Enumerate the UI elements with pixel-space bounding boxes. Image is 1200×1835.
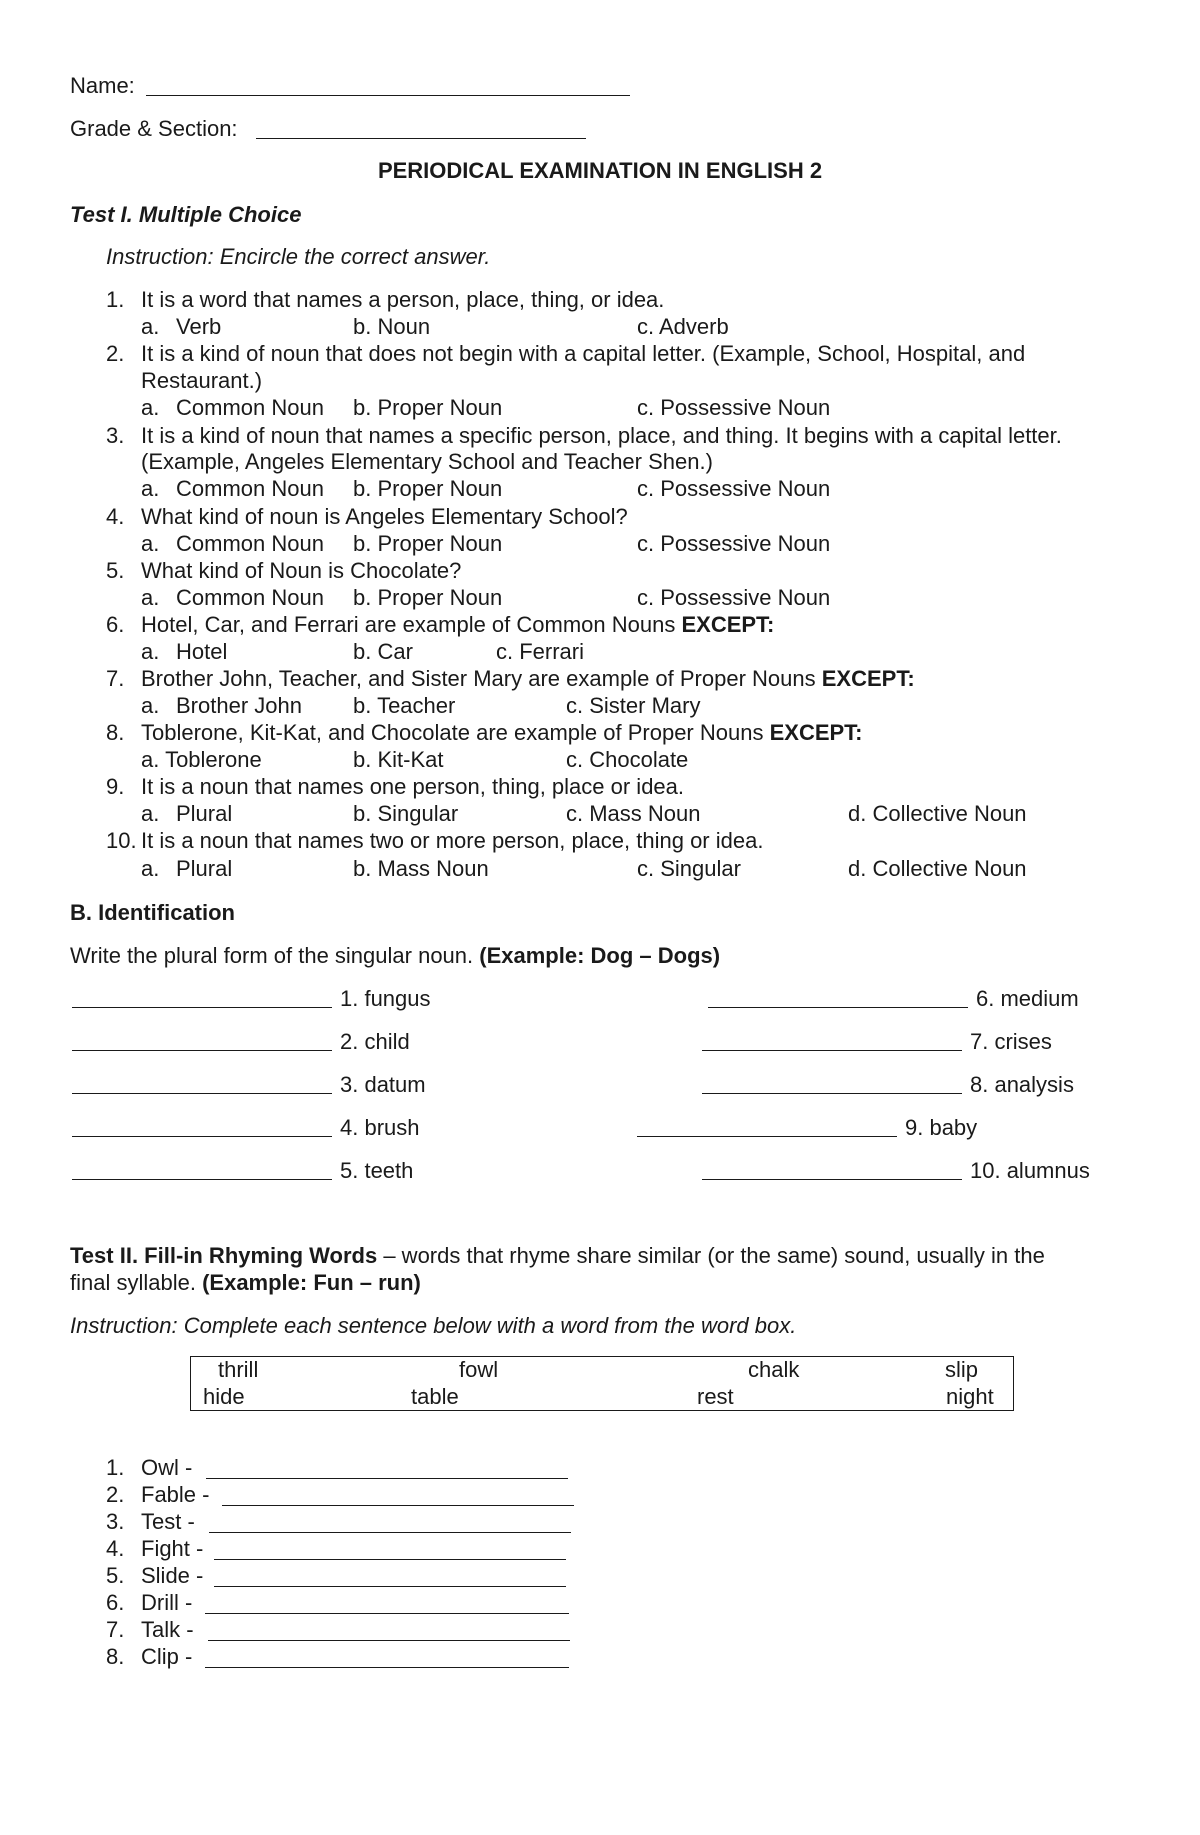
question-text: It is a noun that names two or more person, place, thing or idea.: [141, 828, 764, 853]
choice-a[interactable]: Common Noun: [176, 585, 324, 610]
rhyme-answer-blank[interactable]: [206, 1458, 568, 1479]
identification-item: 1. fungus: [340, 986, 431, 1011]
question-number: 3.: [106, 423, 125, 448]
rhyme-word: Talk -: [141, 1617, 194, 1642]
question-text: It is a word that names a person, place, thing, or idea.: [141, 287, 665, 312]
question-number: 2.: [106, 341, 125, 366]
name-blank[interactable]: [146, 75, 630, 96]
choice-letter: a.: [141, 314, 160, 339]
question-text-continued: Restaurant.): [141, 368, 263, 393]
rhyme-number: 7.: [106, 1617, 125, 1642]
rhyme-word: Test -: [141, 1509, 195, 1534]
word-box-word: night: [946, 1384, 994, 1409]
word-box-word: thrill: [218, 1357, 259, 1382]
rhyme-answer-blank[interactable]: [208, 1620, 570, 1641]
word-box-word: table: [411, 1384, 459, 1409]
rhyme-answer-blank[interactable]: [205, 1593, 569, 1614]
identification-item: 5. teeth: [340, 1158, 414, 1183]
choice-letter: a.: [141, 693, 160, 718]
answer-blank[interactable]: [72, 1073, 332, 1094]
choice-c[interactable]: c. Ferrari: [496, 639, 584, 664]
rhyme-number: 2.: [106, 1482, 125, 1507]
rhyme-answer-blank[interactable]: [209, 1512, 571, 1533]
identification-item: 6. medium: [976, 986, 1079, 1011]
answer-blank[interactable]: [702, 1030, 962, 1051]
choice-c[interactable]: c. Possessive Noun: [637, 531, 831, 556]
grade-section-label: Grade & Section:: [70, 116, 238, 141]
rhyme-number: 6.: [106, 1590, 125, 1615]
question-text: It is a kind of noun that does not begin with a capital letter. (Example, School, Hospital, and: [141, 341, 1026, 366]
rhyme-answer-blank[interactable]: [214, 1539, 566, 1560]
question-number: 10.: [106, 828, 137, 853]
identification-item: 8. analysis: [970, 1072, 1074, 1097]
choice-b[interactable]: b. Car: [353, 639, 413, 664]
test2-heading: Test II. Fill-in Rhyming Words: [70, 1243, 378, 1268]
test2-heading-line: [70, 1243, 1045, 1269]
identification-item: 9. baby: [905, 1115, 978, 1140]
choice-b[interactable]: b. Proper Noun: [353, 395, 503, 420]
question-text-body: Toblerone, Kit-Kat, and Chocolate are example of Proper Nouns: [141, 720, 764, 745]
answer-blank[interactable]: [702, 1159, 962, 1180]
word-box-word: slip: [945, 1357, 979, 1382]
word-box-word: hide: [203, 1384, 245, 1409]
section-b-heading: B. Identification: [70, 900, 235, 925]
question-text: What kind of Noun is Chocolate?: [141, 558, 462, 583]
identification-item: 4. brush: [340, 1115, 420, 1140]
choice-a[interactable]: Verb: [176, 314, 222, 339]
choice-b[interactable]: b. Singular: [353, 801, 459, 826]
answer-blank[interactable]: [72, 1159, 332, 1180]
answer-blank[interactable]: [72, 1116, 332, 1137]
choice-a[interactable]: Common Noun: [176, 395, 324, 420]
question-text: [141, 612, 774, 638]
question-number: 6.: [106, 612, 125, 637]
question-text: [141, 666, 915, 692]
choice-c[interactable]: c. Possessive Noun: [637, 395, 831, 420]
question-text-body: Hotel, Car, and Ferrari are example of Common Nouns: [141, 612, 676, 637]
choice-c[interactable]: c. Sister Mary: [566, 693, 701, 718]
choice-letter: a.: [141, 476, 160, 501]
test2-description-continued: final syllable.: [70, 1270, 196, 1295]
grade-section-blank[interactable]: [256, 118, 586, 139]
choice-d[interactable]: d. Collective Noun: [848, 856, 1027, 881]
choice-c[interactable]: c. Possessive Noun: [637, 585, 831, 610]
test2-description-line2: [70, 1270, 421, 1296]
choice-letter: a.: [141, 639, 160, 664]
choice-d[interactable]: d. Collective Noun: [848, 801, 1027, 826]
question-number: 7.: [106, 666, 125, 691]
choice-letter: a.: [141, 395, 160, 420]
page-title: PERIODICAL EXAMINATION IN ENGLISH 2: [377, 158, 823, 183]
question-text-body: Brother John, Teacher, and Sister Mary are example of Proper Nouns: [141, 666, 816, 691]
question-number: 4.: [106, 504, 125, 529]
choice-letter: a.: [141, 585, 160, 610]
choice-c[interactable]: c. Chocolate: [566, 747, 689, 772]
question-number: 5.: [106, 558, 125, 583]
choice-letter: a.: [141, 801, 160, 826]
answer-blank[interactable]: [637, 1116, 897, 1137]
except-label: EXCEPT:: [681, 612, 775, 637]
section-b-instruction-text: Write the plural form of the singular noun.: [70, 943, 474, 968]
rhyme-answer-blank[interactable]: [214, 1566, 566, 1587]
choice-c[interactable]: c. Adverb: [637, 314, 729, 339]
identification-item: 2. child: [340, 1029, 410, 1054]
section-b-instruction: [70, 943, 720, 969]
rhyme-number: 4.: [106, 1536, 125, 1561]
except-label: EXCEPT:: [821, 666, 915, 691]
choice-c[interactable]: c. Possessive Noun: [637, 476, 831, 501]
rhyme-word: Owl -: [141, 1455, 193, 1480]
choice-b[interactable]: b. Kit-Kat: [353, 747, 444, 772]
section-b-example: (Example: Dog – Dogs): [479, 943, 721, 968]
choice-b[interactable]: b. Proper Noun: [353, 531, 503, 556]
question-number: 9.: [106, 774, 125, 799]
question-text: It is a kind of noun that names a specific person, place, and thing. It begins with a capital letter.: [141, 423, 1062, 448]
test2-instruction: Instruction: Complete each sentence below with a word from the word box.: [70, 1313, 797, 1338]
identification-item: 10. alumnus: [970, 1158, 1090, 1183]
choice-b[interactable]: b. Proper Noun: [353, 585, 503, 610]
choice-c[interactable]: c. Mass Noun: [566, 801, 701, 826]
choice-a[interactable]: Plural: [176, 856, 233, 881]
word-box-word: chalk: [748, 1357, 800, 1382]
choice-c[interactable]: c. Singular: [637, 856, 741, 881]
word-box-word: fowl: [459, 1357, 499, 1382]
choice-b[interactable]: b. Noun: [353, 314, 431, 339]
choice-a[interactable]: Common Noun: [176, 531, 324, 556]
rhyme-word: Drill -: [141, 1590, 193, 1615]
rhyme-word: Fight -: [141, 1536, 204, 1561]
choice-b[interactable]: b. Proper Noun: [353, 476, 503, 501]
rhyme-word: Clip -: [141, 1644, 193, 1669]
choice-b[interactable]: b. Teacher: [353, 693, 456, 718]
choice-a[interactable]: a. Toblerone: [141, 747, 262, 772]
question-text-continued: (Example, Angeles Elementary School and Teacher Shen.): [141, 449, 713, 474]
answer-blank[interactable]: [72, 1030, 332, 1051]
choice-letter: a.: [141, 856, 160, 881]
question-text: It is a noun that names one person, thing, place or idea.: [141, 774, 685, 799]
rhyme-number: 3.: [106, 1509, 125, 1534]
choice-a[interactable]: Common Noun: [176, 476, 324, 501]
rhyme-answer-blank[interactable]: [205, 1647, 569, 1668]
choice-a[interactable]: Plural: [176, 801, 233, 826]
choice-a[interactable]: Brother John: [176, 693, 302, 718]
question-number: 8.: [106, 720, 125, 745]
question-text: What kind of noun is Angeles Elementary School?: [141, 504, 628, 529]
rhyme-word: Fable -: [141, 1482, 210, 1507]
rhyme-number: 5.: [106, 1563, 125, 1588]
answer-blank[interactable]: [708, 987, 968, 1008]
rhyme-number: 1.: [106, 1455, 125, 1480]
test2-example: (Example: Fun – run): [202, 1270, 421, 1295]
choice-a[interactable]: Hotel: [176, 639, 228, 664]
word-box: [190, 1356, 1014, 1411]
identification-item: 3. datum: [340, 1072, 426, 1097]
choice-b[interactable]: b. Mass Noun: [353, 856, 489, 881]
question-text: [141, 720, 863, 746]
rhyme-answer-blank[interactable]: [222, 1485, 574, 1506]
name-label: Name:: [70, 73, 135, 98]
word-box-word: rest: [697, 1384, 734, 1409]
rhyme-word: Slide -: [141, 1563, 204, 1588]
test1-instruction: Instruction: Encircle the correct answer.: [106, 244, 491, 269]
answer-blank[interactable]: [72, 987, 332, 1008]
choice-letter: a.: [141, 531, 160, 556]
test2-description: – words that rhyme share similar (or the same) sound, usually in the: [383, 1243, 1045, 1268]
rhyme-number: 8.: [106, 1644, 125, 1669]
except-label: EXCEPT:: [769, 720, 863, 745]
question-number: 1.: [106, 287, 125, 312]
identification-item: 7. crises: [970, 1029, 1052, 1054]
answer-blank[interactable]: [702, 1073, 962, 1094]
test1-heading: Test I. Multiple Choice: [70, 202, 302, 227]
